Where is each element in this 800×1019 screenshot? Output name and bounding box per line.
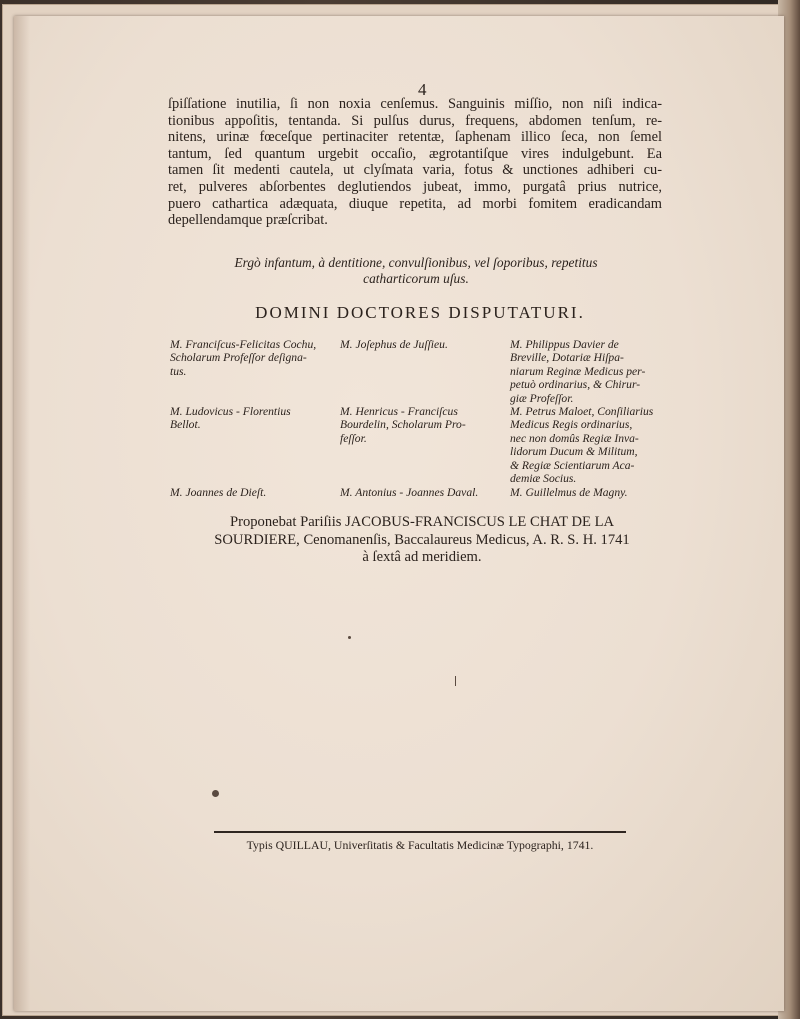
thesis-line: Ergò infantum, à dentitione, convulſionibus, vel ſoporibus, repetitus	[234, 255, 598, 270]
ink-spot	[348, 636, 351, 639]
doctor-line: Medicus Regis ordinarius,	[510, 418, 633, 432]
doctor-line: demiæ Socius.	[510, 472, 577, 486]
doctor-line: M. Joannes de Dieſt.	[170, 486, 267, 499]
doctor-line: M. Franciſcus-Felicitas Cochu,	[170, 338, 317, 351]
doctor-line: Bourdelin, Scholarum Pro-	[340, 418, 466, 432]
doctor-entry	[510, 486, 670, 499]
doctor-line: M. Ludovicus - Florentius	[170, 405, 291, 418]
body-line: ſpiſſatione inutilia, ſi non noxia cenſemus. Sanguinis miſſio, non niſi indica-	[168, 96, 662, 112]
doctor-line: Bellot.	[170, 418, 201, 432]
doctor-line: Breville, Dotariæ Hiſpa-	[510, 351, 624, 365]
doctor-line: giæ Profeſſor.	[510, 391, 574, 405]
doctor-entry	[510, 405, 670, 485]
doctor-line: nec non domûs Regiæ Inva-	[510, 431, 639, 445]
footer-rule	[214, 831, 626, 833]
ink-mark	[455, 676, 456, 686]
doctor-entry	[170, 405, 336, 432]
page-fold-shadow	[14, 16, 30, 1011]
doctor-line: M. Petrus Maloet, Conſiliarius	[510, 405, 654, 418]
doctor-line: M. Guillelmus de Magny.	[510, 486, 628, 499]
body-line: tamen ſit medenti cautela, ut clyſmata varia, fotus & unctiones adhiberi cu-	[168, 162, 662, 179]
doctor-line: Scholarum Profeſſor deſigna-	[170, 351, 307, 365]
doctor-line: M. Antonius - Joannes Daval.	[340, 486, 479, 499]
body-line: tantum, ſed quantum urgebit occaſio, ægrotantiſque vires indulgebunt. Ea	[168, 145, 662, 162]
body-line: puero cathartica adæquata, diuque repetita, ad morbi fomitem eradicandam	[168, 195, 662, 212]
page-number: 4	[418, 80, 427, 99]
body-line: nitens, urinæ fœceſque pertinaciter retentæ, ſaphenam illico ſeca, non ſemel	[168, 129, 662, 146]
proponebat-line: Proponebat Pariſiis JACOBUS-FRANCISCUS LE CHAT DE LA	[229, 514, 615, 530]
doctor-entry	[170, 486, 336, 499]
printer-imprint: Typis QUILLAU, Univerſitatis & Facultatis Medicinæ Typographi, 1741.	[246, 838, 594, 852]
body-line: ret, pulveres abſorbentes deglutiendos jubeat, immo, purgatâ prius nutrice,	[168, 178, 662, 195]
doctor-entry	[340, 486, 500, 499]
proponebat-line: SOURDIERE, Cenomanenſis, Baccalaureus Medicus, A. R. S. H. 1741	[214, 531, 630, 548]
doctor-entry	[170, 338, 336, 378]
body-line: tionibus appoſitis, tentanda. Si pulſus durus, frequens, abdomen tenſum, re-	[168, 112, 662, 129]
doctor-line: & Regiæ Scientiarum Aca-	[510, 458, 635, 472]
doctor-entry	[510, 338, 670, 405]
body-line: depellendamque præſcribat.	[168, 212, 328, 229]
doctor-line: tus.	[170, 364, 187, 378]
doctor-line: M. Joſephus de Juſſieu.	[340, 338, 448, 351]
thesis-statement	[196, 255, 636, 287]
doctor-line: feſſor.	[340, 431, 367, 445]
doctor-line: M. Philippus Davier de	[510, 338, 619, 351]
body-paragraph	[168, 96, 662, 229]
doctor-line: M. Henricus - Franciſcus	[340, 405, 458, 418]
doctor-entry	[340, 338, 500, 351]
doctor-line: petuò ordinarius, & Chirur-	[510, 378, 641, 392]
proponebat-line: à ſextâ ad meridiem.	[362, 549, 482, 565]
doctor-entry	[340, 405, 500, 445]
doctor-line: niarum Reginæ Medicus per-	[510, 364, 646, 378]
doctors-heading: DOMINI DOCTORES DISPUTATURI.	[255, 303, 585, 322]
proponebat-block	[172, 514, 672, 567]
ink-spot	[212, 790, 219, 797]
doctor-line: lidorum Ducum & Militum,	[510, 445, 638, 459]
thesis-line: catharticorum uſus.	[363, 271, 469, 286]
